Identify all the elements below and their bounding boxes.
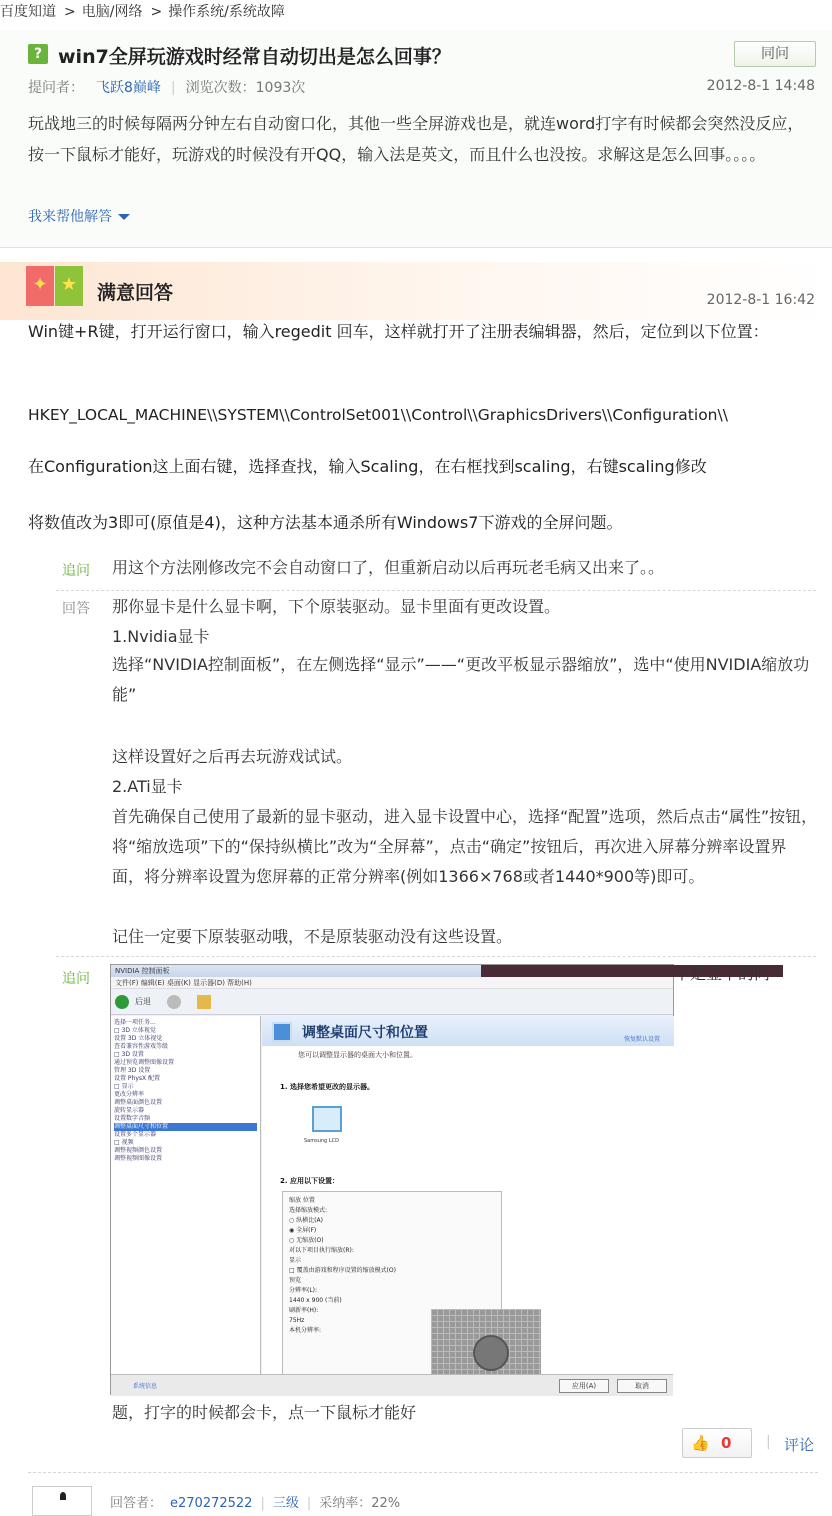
breadcrumb-os-fault[interactable]: 操作系统/系统故障: [168, 4, 285, 20]
followup-question-text: 题，打字的时候都会卡，点一下鼠标才能好: [112, 1403, 417, 1422]
settings-line: 1440 x 900 (当前): [289, 1297, 342, 1304]
cancel-button: 取消: [617, 1379, 667, 1393]
settings-line: 刷新率(H):: [289, 1307, 319, 1314]
tree-item-selected: 调整桌面尺寸和位置: [114, 1123, 257, 1131]
meta-divider: |: [306, 1496, 312, 1511]
tree-item: □ 视频: [114, 1139, 134, 1146]
view-count: 浏览次数：1093次: [185, 80, 306, 96]
followup-answer-text: 那你显卡是什么显卡啊，下个原装驱动。显卡里面有更改设置。: [112, 597, 561, 616]
breadcrumb-separator: >: [150, 4, 163, 20]
answer-paragraph: 将数值改为3即可(原值是4)，这种方法基本通杀所有Windows7下游戏的全屏问题。: [28, 513, 623, 532]
tree-item: 通过预览调整图像设置: [114, 1059, 175, 1066]
menu-bar: 文件(F) 编辑(E) 桌面(K) 显示器(D) 帮助(H): [111, 977, 673, 989]
settings-line: ○ 无缩放(O): [289, 1237, 324, 1244]
action-divider: |: [766, 1434, 771, 1450]
section-title: 2. 应用以下设置：: [280, 1177, 339, 1185]
breadcrumb-home[interactable]: 百度知道: [0, 4, 56, 20]
tree-item: 调整桌面颜色设置: [114, 1099, 163, 1106]
desktop-size-icon: [272, 1022, 292, 1042]
answerer-meta: [110, 1492, 400, 1511]
followup-question-label: 追问: [62, 563, 90, 579]
panel-header: [262, 1016, 674, 1046]
breadcrumb-computer-network[interactable]: 电脑/网络: [81, 4, 143, 20]
answer-time: 2012-8-1 16:42: [706, 292, 815, 308]
answer-paragraph: 在Configuration这上面右键，选择查找，输入Scaling，在右框找到scaling，右键scaling修改: [28, 457, 707, 476]
question-panel: [0, 30, 832, 248]
followup-question-label: 追问: [62, 971, 90, 987]
forward-icon: [167, 995, 181, 1009]
panel-title: 调整桌面尺寸和位置: [302, 1025, 428, 1041]
help-answer-link[interactable]: [28, 206, 130, 226]
question-meta: [28, 77, 305, 97]
followup-answer-text: 首先确保自己使用了最新的显卡驱动，进入显卡设置中心，选择“配置”选项，然后点击“属性”按钮，将“缩放选项”下的“保持纵横比”改为“全屏幕”，点击“确定”按钮后，再次进入屏幕分辨率设置界面，将分辨率设置为您屏幕的正常分辨率(例如1366×768或者1440*900等)即可。: [112, 807, 818, 886]
like-count: 0: [721, 1434, 732, 1452]
settings-line: 对以下项目执行缩放(R):: [289, 1247, 354, 1254]
question-icon: ?: [28, 44, 48, 64]
followup-answer-text: 记住一定要下原装驱动哦，不是原装驱动没有这些设置。: [112, 927, 513, 946]
settings-line: ◉ 全屏(F): [289, 1227, 317, 1234]
tree-item: 设置 PhysX 配置: [114, 1075, 161, 1082]
breadcrumb: [0, 0, 285, 26]
followup-question-text: 不是显卡的问: [674, 964, 771, 983]
question-time: 2012-8-1 14:48: [706, 78, 815, 94]
avatar[interactable]: [32, 1486, 92, 1516]
toolbar: [111, 989, 673, 1015]
meta-divider: |: [170, 80, 176, 96]
apply-button: 应用(A): [559, 1379, 609, 1393]
back-label: 后退: [135, 997, 151, 1006]
like-button[interactable]: [682, 1428, 752, 1458]
comment-link[interactable]: 评论: [784, 1436, 815, 1454]
tree-item: 管理 3D 设置: [114, 1067, 151, 1074]
answerer-label: 回答者：: [110, 1496, 163, 1511]
asker-label: 提问者：: [28, 80, 84, 96]
followup-answer-label: 回答: [62, 601, 90, 617]
adopt-rate: 采纳率：22%: [319, 1496, 401, 1511]
settings-line: □ 覆盖由游戏和程序设置的缩放模式(O): [289, 1267, 396, 1274]
tree-item: □ 3D 设置: [114, 1051, 144, 1058]
best-answer-title: 满意回答: [97, 282, 174, 304]
tree-item: 设置数字音频: [114, 1115, 151, 1122]
nvidia-control-panel-screenshot[interactable]: [110, 964, 674, 1395]
answerer-level[interactable]: 三级: [272, 1496, 299, 1511]
tree-item: 更改分辨率: [114, 1091, 145, 1098]
followup-answer-text: 选择“NVIDIA控制面板”，在左侧选择“显示”——“更改平板显示器缩放”，选中“使用NVIDIA缩放功能”: [112, 655, 810, 704]
preview-circle: [473, 1335, 509, 1371]
breadcrumb-separator: >: [64, 4, 76, 20]
settings-line: 75Hz: [289, 1317, 305, 1324]
panel-note: 您可以调整显示器的桌面大小和位置。: [298, 1051, 417, 1059]
answer-paragraph: Win键+R键，打开运行窗口，输入regedit 回车，这样就打开了注册表编辑器，然后，定位到以下位置：: [28, 322, 769, 341]
followup-answer-text: 2.ATi显卡: [112, 777, 183, 796]
same-question-button[interactable]: 同问: [734, 41, 816, 67]
home-icon: [197, 995, 211, 1009]
followup-answer-text: 这样设置好之后再去玩游戏试试。: [112, 747, 353, 766]
question-title: win7全屏玩游戏时经常自动切出是怎么回事？: [58, 46, 451, 68]
tree-item: 调整视频颜色设置: [114, 1147, 163, 1154]
meta-divider: |: [260, 1496, 265, 1511]
settings-line: 选择缩放模式:: [289, 1207, 328, 1214]
followup-question-text: 用这个方法刚修改完不会自动窗口了，但重新启动以后再玩老毛病又出来了。。: [112, 558, 665, 577]
asker-link[interactable]: 飞跃8巅峰: [96, 80, 161, 96]
avatar-silhouette-icon: [60, 1492, 66, 1500]
restore-defaults-link: 恢复默认设置: [623, 1036, 660, 1043]
tree-item: 调整视频图像设置: [114, 1155, 163, 1162]
settings-line: 显示: [289, 1257, 302, 1264]
tree-header: 选择一项任务...: [114, 1019, 156, 1026]
section-title: 1. 选择您希望更改的显示器。: [280, 1083, 374, 1091]
tree-item: 设置 3D 立体视觉: [114, 1035, 163, 1042]
settings-line: 本机分辨率:: [289, 1327, 322, 1334]
best-answer-header: [0, 262, 832, 320]
answerer-link[interactable]: e270272522: [170, 1496, 253, 1511]
divider: [56, 590, 816, 591]
monitor-icon: [312, 1106, 342, 1132]
star-icon: ★: [55, 266, 83, 306]
system-info-link: 系统信息: [133, 1383, 158, 1390]
divider: [28, 1472, 818, 1473]
settings-line: 缩放 位置: [289, 1197, 315, 1204]
dialog-buttons: [111, 1374, 673, 1396]
medal-icon: ✦: [26, 266, 54, 306]
help-answer-label[interactable]: 我来帮他解答: [28, 209, 112, 225]
tree-item: □ 3D 立体视觉: [114, 1027, 156, 1034]
settings-line: 预览: [289, 1277, 302, 1284]
monitor-caption: Samsung LCD: [304, 1138, 339, 1144]
chevron-down-icon: [118, 214, 130, 220]
settings-line: 分辨率(L):: [289, 1287, 318, 1294]
tree-item: 旋转显示器: [114, 1107, 145, 1114]
followup-answer-text: 1.Nvidia显卡: [112, 627, 210, 646]
window-title: NVIDIA 控制面板: [111, 965, 673, 977]
answer-registry-path: HKEY_LOCAL_MACHINE\\SYSTEM\\ControlSet001\\Control\\GraphicsDrivers\\Configuration\\: [28, 406, 728, 424]
question-body: 玩战地三的时候每隔两分钟左右自动窗口化，其他一些全屏游戏也是，就连word打字有时候都会突然没反应，按一下鼠标才能好，玩游戏的时候没有开QQ，输入法是英文，而且什么也没按。求解这是怎么回事。。。。: [28, 114, 804, 164]
settings-line: ○ 纵横比(A): [289, 1217, 323, 1224]
task-tree: [111, 1016, 261, 1396]
divider: [56, 956, 816, 957]
tree-item: 查看兼容性游戏等级: [114, 1043, 169, 1050]
thumbs-up-icon: 👍: [691, 1434, 710, 1452]
tree-item: □ 显示: [114, 1083, 134, 1090]
back-icon: [115, 995, 129, 1009]
tree-item: 设置多个显示器: [114, 1131, 157, 1138]
